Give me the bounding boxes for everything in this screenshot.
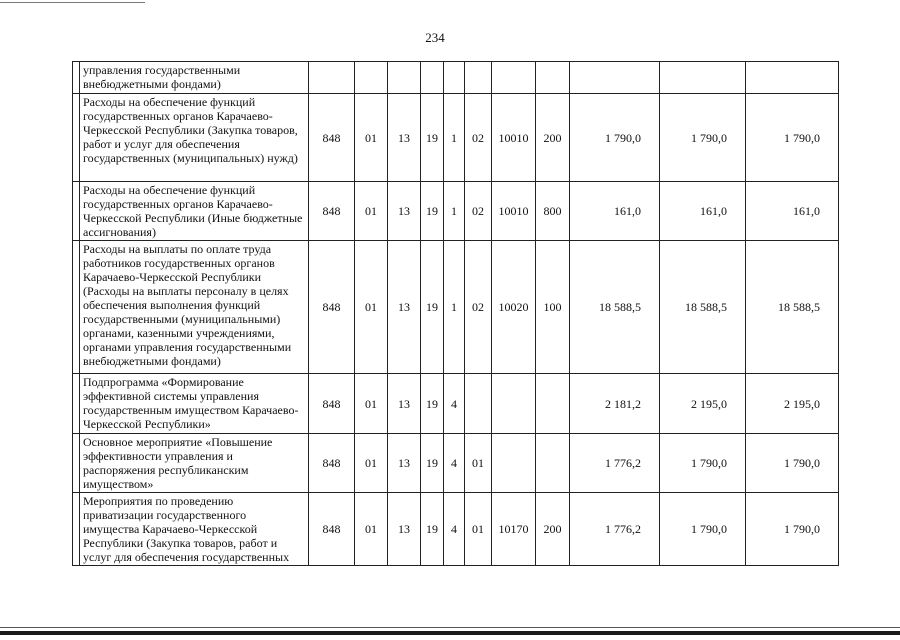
cell-blank [73,62,80,94]
cell-cs-direction [492,374,536,434]
cell-cs-subprogram: 1 [444,182,465,241]
cell-pr: 13 [388,374,421,434]
cell-cs-program: 19 [421,493,444,566]
cell-ved: 848 [309,182,355,241]
cell-vr: 200 [536,94,570,182]
cell-pr: 13 [388,182,421,241]
cell-ved: 848 [309,241,355,374]
row-description: Расходы на выплаты по оплате труда работников государственных органов Карачаево-Черкесской Республики (Расходы на выплаты персоналу в целях обеспечения выполнения функций государственными (муниципальными) органами, казенными учреждениями, органами управления государственными внебюджетными фондами) [80,241,309,374]
bottom-rule-thin [0,627,900,628]
row-description: управления государственными внебюджетными фондами) [80,62,309,94]
cell-cs-direction [492,62,536,94]
row-description: Подпрограмма «Формирование эффективной системы управления государственным имуществом Карачаево-Черкесской Республики» [80,374,309,434]
cell-cs-direction [492,434,536,493]
cell-cs-subprogram: 1 [444,241,465,374]
row-description: Основное мероприятие «Повышение эффективности управления и распоряжения республиканским имуществом» [80,434,309,493]
cell-blank [73,182,80,241]
table-body [73,62,839,566]
table-row [73,374,839,434]
cell-cs-event: 02 [465,182,492,241]
cell-sum-year-3: 2 195,0 [746,374,839,434]
row-description: Расходы на обеспечение функций государственных органов Карачаево-Черкесской Республики (Иные бюджетные ассигнования) [80,182,309,241]
cell-vr [536,434,570,493]
cell-ved: 848 [309,493,355,566]
cell-ved [309,62,355,94]
cell-vr: 200 [536,493,570,566]
cell-rz: 01 [355,182,388,241]
cell-cs-program: 19 [421,241,444,374]
cell-cs-event: 02 [465,241,492,374]
cell-pr: 13 [388,434,421,493]
cell-sum-year-2: 2 195,0 [660,374,746,434]
cell-cs-direction: 10010 [492,182,536,241]
cell-rz: 01 [355,434,388,493]
cell-cs-program: 19 [421,374,444,434]
table-row [73,182,839,241]
table-row [73,94,839,182]
cell-cs-event [465,62,492,94]
cell-cs-program: 19 [421,94,444,182]
cell-pr: 13 [388,94,421,182]
cell-sum-year-1 [570,62,660,94]
cell-sum-year-2: 1 790,0 [660,434,746,493]
cell-rz: 01 [355,241,388,374]
cell-cs-direction: 10020 [492,241,536,374]
cell-sum-year-3: 1 790,0 [746,94,839,182]
cell-sum-year-1: 1 776,2 [570,434,660,493]
cell-sum-year-1: 2 181,2 [570,374,660,434]
cell-cs-subprogram: 4 [444,434,465,493]
cell-sum-year-2 [660,62,746,94]
top-rule [0,2,145,3]
cell-sum-year-1: 1 790,0 [570,94,660,182]
cell-ved: 848 [309,94,355,182]
cell-sum-year-3 [746,62,839,94]
cell-rz: 01 [355,493,388,566]
cell-ved: 848 [309,434,355,493]
cell-cs-subprogram: 1 [444,94,465,182]
cell-pr: 13 [388,493,421,566]
cell-blank [73,434,80,493]
cell-cs-event [465,374,492,434]
cell-vr [536,374,570,434]
page-number: 234 [425,30,445,45]
budget-table [72,61,839,566]
table-row [73,493,839,566]
cell-cs-event: 02 [465,94,492,182]
cell-cs-program: 19 [421,182,444,241]
cell-vr [536,62,570,94]
cell-blank [73,94,80,182]
cell-sum-year-2: 1 790,0 [660,493,746,566]
cell-sum-year-3: 1 790,0 [746,493,839,566]
cell-vr: 100 [536,241,570,374]
cell-sum-year-3: 18 588,5 [746,241,839,374]
table-row [73,62,839,94]
cell-cs-direction: 10170 [492,493,536,566]
cell-sum-year-1: 161,0 [570,182,660,241]
cell-blank [73,374,80,434]
bottom-rule [0,631,900,635]
cell-sum-year-3: 1 790,0 [746,434,839,493]
cell-pr: 13 [388,241,421,374]
cell-ved: 848 [309,374,355,434]
cell-rz: 01 [355,94,388,182]
row-description: Расходы на обеспечение функций государственных органов Карачаево-Черкесской Республики (Закупка товаров, работ и услуг для обеспечения государственных (муниципальных) нужд) [80,94,309,182]
cell-blank [73,493,80,566]
cell-vr: 800 [536,182,570,241]
cell-sum-year-1: 18 588,5 [570,241,660,374]
cell-rz [355,62,388,94]
cell-sum-year-3: 161,0 [746,182,839,241]
cell-cs-event: 01 [465,434,492,493]
cell-sum-year-2: 18 588,5 [660,241,746,374]
cell-rz: 01 [355,374,388,434]
table-row [73,434,839,493]
row-description: Мероприятия по проведению приватизации государственного имущества Карачаево-Черкесской Республики (Закупка товаров, работ и услуг для обеспечения государственных [80,493,309,566]
cell-cs-program: 19 [421,434,444,493]
cell-sum-year-2: 161,0 [660,182,746,241]
cell-blank [73,241,80,374]
table-row [73,241,839,374]
cell-cs-subprogram: 4 [444,374,465,434]
cell-cs-event: 01 [465,493,492,566]
cell-cs-subprogram [444,62,465,94]
cell-sum-year-1: 1 776,2 [570,493,660,566]
cell-cs-direction: 10010 [492,94,536,182]
cell-pr [388,62,421,94]
cell-sum-year-2: 1 790,0 [660,94,746,182]
cell-cs-program [421,62,444,94]
cell-cs-subprogram: 4 [444,493,465,566]
